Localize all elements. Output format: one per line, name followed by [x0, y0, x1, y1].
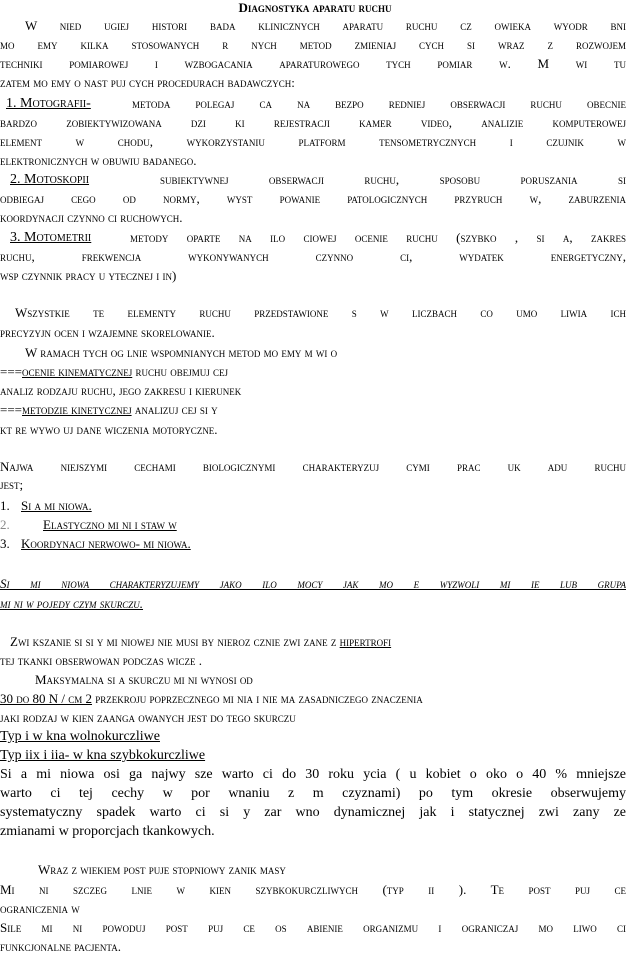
method-description-line: koordynacji czynno ci ruchowych. [0, 210, 183, 225]
method-description-line: bardzo zobiektywizowana dzi ki rejestracji kamer video, analizie komputerowej [0, 115, 626, 130]
paragraph-line: jaki rodzaj w kien zaanga owanych jest do tego skurczu [0, 710, 296, 725]
paragraph-line: Wszystkie te elementy ruchu przedstawione s w liczbach co umo liwia ich [15, 305, 626, 320]
method-description-line: wsp czynnik pracy u ytecznej i in) [0, 268, 177, 283]
fiber-type-item: Typ iix i iia- w kna szybkokurczliwe [0, 748, 206, 763]
paragraph-line: Si a mi niowa osi ga najwy sze warto ci do 30 roku ycia ( u kobiet o oko o 40 % mniejsze [0, 767, 626, 782]
paragraph-line: warto ci tej cechy w por wnaniu z m czyznami) po tym okresie obserwujemy [0, 786, 626, 801]
paragraph-line: W ramach tych og lnie wspomnianych metod mo emy m wi o [25, 345, 338, 360]
feature-item [0, 536, 191, 552]
paragraph-line: Najwa niejszymi cechami biologicznymi charakteryzuj cymi prac uk adu ruchu [0, 459, 626, 474]
paragraph-line: funkcjonalne pacjenta. [0, 939, 121, 954]
intro-line: mo emy kilka stosowanych r nych metod zmieniaj cych si wraz z rozwojem [0, 37, 626, 52]
paragraph-line: tej tkanki obserwowan podczas wicze . [0, 653, 202, 668]
page-title: Diagnostyka aparatu ruchu [238, 0, 392, 15]
kinetic-line [0, 402, 218, 418]
feature-text: Koordynacj nerwowo- mi niowa. [21, 536, 191, 551]
kinematic-line [0, 364, 228, 380]
method-label: 3. Motometrii [10, 230, 92, 245]
kinetic-link: metodzie kinetycznej [22, 402, 132, 417]
paragraph-line [10, 634, 626, 650]
feature-item [0, 517, 177, 533]
kinetic-rest: analizuj cej si y [131, 402, 218, 417]
kinematic-line-2: analiz rodzaju ruchu, jego zakresu i kierunek [0, 383, 242, 398]
kinematic-link: ocenie kinematycznej [22, 364, 133, 379]
paragraph-line: Sile mi ni powoduj post puj ce os abienie organizmu i ograniczaj mo liwo ci [0, 920, 626, 935]
hypertrophy-link: hipertrofi [339, 634, 392, 649]
feature-number: 3. [0, 536, 10, 551]
paragraph-line: zmianami w proporcjach tkankowych. [0, 824, 215, 839]
paragraph-line: Wraz z wiekiem post puje stopniowy zanik masy [38, 862, 286, 877]
method-label: 2. Motoskopii [10, 172, 90, 187]
kinetic-line-2: kt re wywo uj dane wiczenia motoryczne. [0, 422, 218, 437]
method-description-line: subiektywnej obserwacji ruchu, sposobu poruszania si [160, 172, 626, 187]
paragraph-line: ograniczenia w [0, 901, 80, 916]
method-label: 1. Motografii- [6, 96, 91, 111]
fiber-type-item: Typ i w kna wolnokurczliwe [0, 729, 160, 744]
paragraph-line: jest; [0, 477, 24, 492]
kinematic-rest: ruchu obejmuj cej [132, 364, 229, 379]
paragraph-line: systematyczny spadek warto ci si y zar wno dynamicznej jak i statycznej zwi zany ze [0, 805, 626, 820]
feature-item [0, 498, 92, 514]
paragraph-line: Mi ni szczeg lnie w kien szybkokurczliwych (typ ii ). Te post puj ce [0, 882, 626, 897]
method-description-line: metoda polegaj ca na bezpo redniej obserwacji ruchu obecnie [132, 96, 626, 111]
feature-number: 1. [0, 498, 10, 513]
feature-number: 2. [0, 517, 10, 532]
increase-text: Zwi kszanie si si y mi niowej nie musi by nieroz cznie zwi zane z [10, 634, 340, 649]
paragraph-line: Maksymalna si a skurczu mi ni wynosi od [35, 672, 253, 687]
method-description-line: elektronicznych w obuwiu badanego. [0, 153, 197, 168]
force-range-line [0, 691, 626, 707]
list-prefix: === [0, 364, 22, 379]
method-description-line: odbiegaj cego od normy, wyst powanie patologicznych przyruch w, zaburzenia [0, 191, 626, 206]
force-range-value: 30 do 80 N / cm 2 [0, 691, 93, 706]
definition-line: mi ni w pojedy czym skurczu. [0, 596, 144, 611]
feature-text: Elastyczno mi ni i staw w [43, 517, 177, 532]
intro-line: techniki pomiarowej i wzbogacania aparaturowego tych pomiar w. M wi tu [0, 56, 626, 71]
paragraph-line: precyzyjn ocen i wzajemne skorelowanie. [0, 325, 215, 340]
force-range-rest: przekroju poprzecznego mi nia i nie ma zasadniczego znaczenia [92, 691, 423, 706]
method-description-line: element w chodu, wykorzystaniu platform tensometrycznych i czujnik w [0, 134, 626, 149]
method-description-line: ruchu, frekwencja wykonywanych czynno ci, wydatek energetyczny, [0, 249, 626, 264]
feature-text: Si a mi niowa. [21, 498, 92, 513]
intro-line: W nied ugiej histori bada klinicznych aparatu ruchu cz owieka wyodr bni [25, 18, 626, 33]
method-description-line: metody oparte na ilo ciowej ocenie ruchu (szybko , si a, zakres [130, 230, 626, 245]
list-prefix: === [0, 402, 22, 417]
intro-line: zatem mo emy o nast puj cych procedurach badawczych: [0, 75, 295, 90]
definition-line: Si mi niowa charakteryzujemy jako ilo mocy jak mo e wyzwoli mi ie lub grupa [0, 576, 626, 591]
